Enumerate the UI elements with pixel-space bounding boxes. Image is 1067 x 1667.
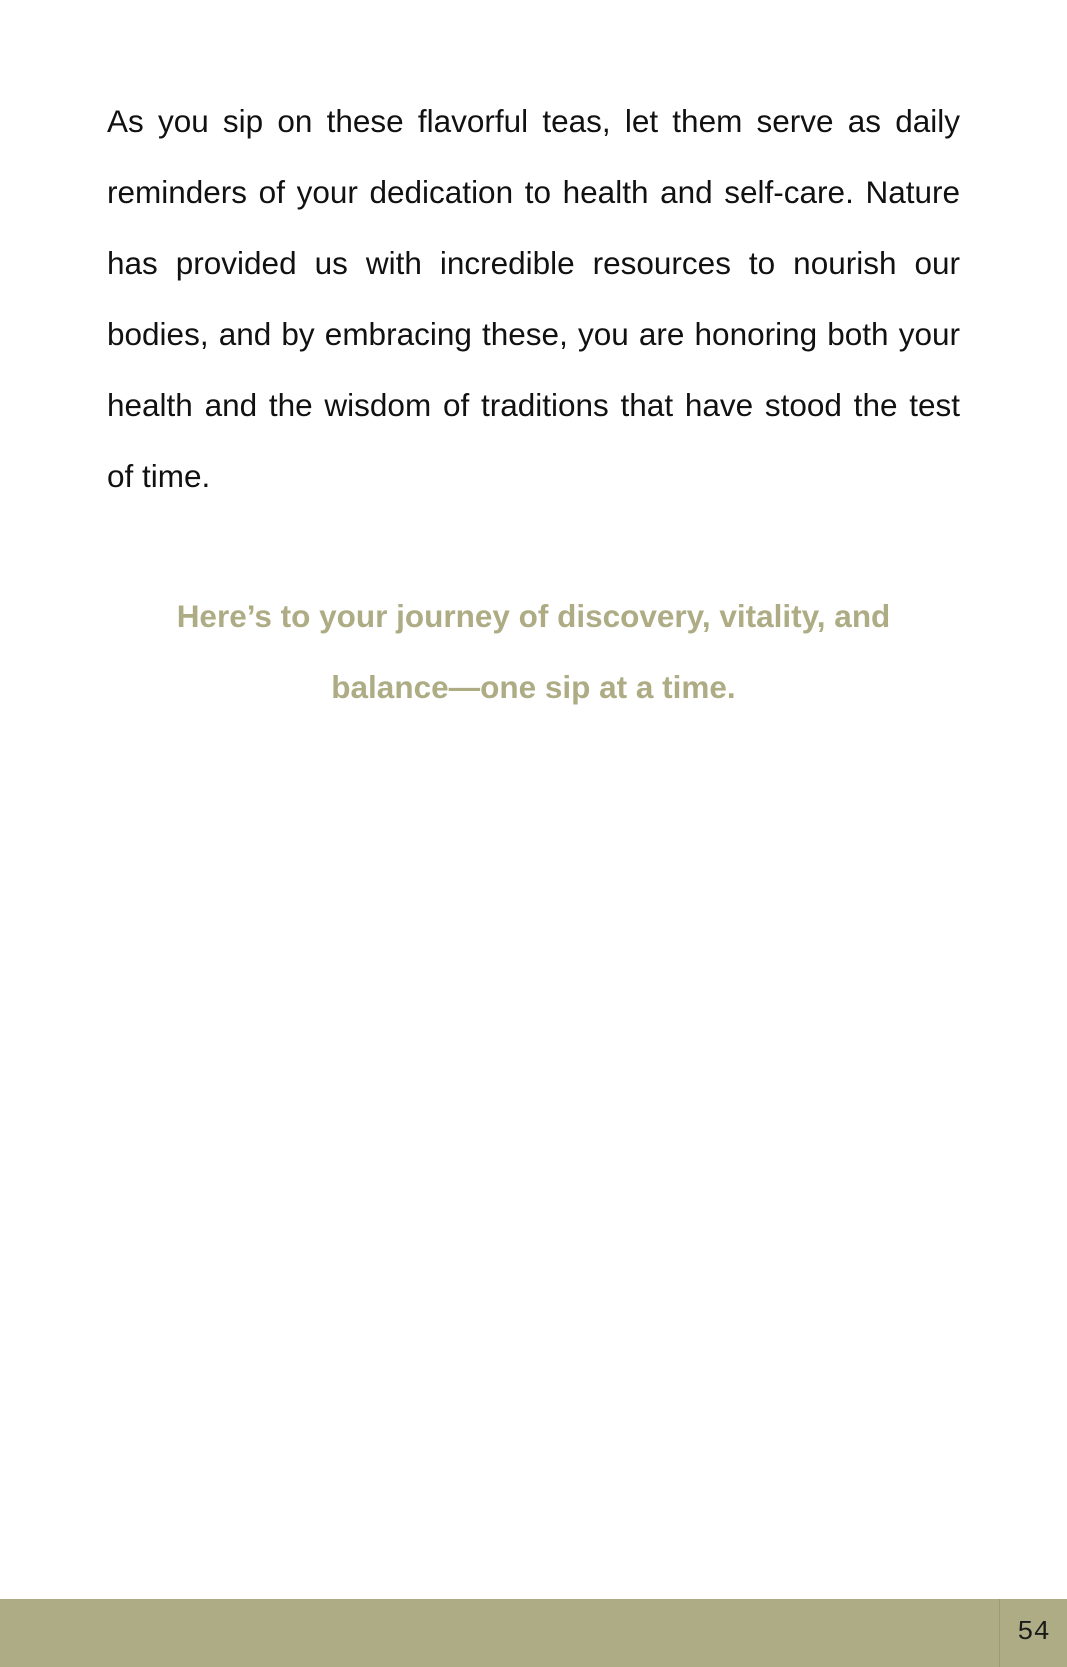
closing-line-2: balance—one sip at a time. bbox=[331, 669, 736, 705]
closing-line-1: Here’s to your journey of discovery, vitality, and bbox=[176, 598, 891, 634]
body-paragraph: As you sip on these flavorful teas, let them serve as daily reminders of your dedication to health and self-care. Nature has provided us with incredible resources to nourish our bodies, and by embracing these, you are honoring both your health and the wisdom of traditions that have stood the test of time. bbox=[107, 103, 960, 494]
closing-message bbox=[107, 581, 960, 723]
page-number-box bbox=[999, 1599, 1067, 1667]
footer-bar bbox=[0, 1599, 1067, 1667]
page-number: 54 bbox=[1017, 1618, 1050, 1648]
